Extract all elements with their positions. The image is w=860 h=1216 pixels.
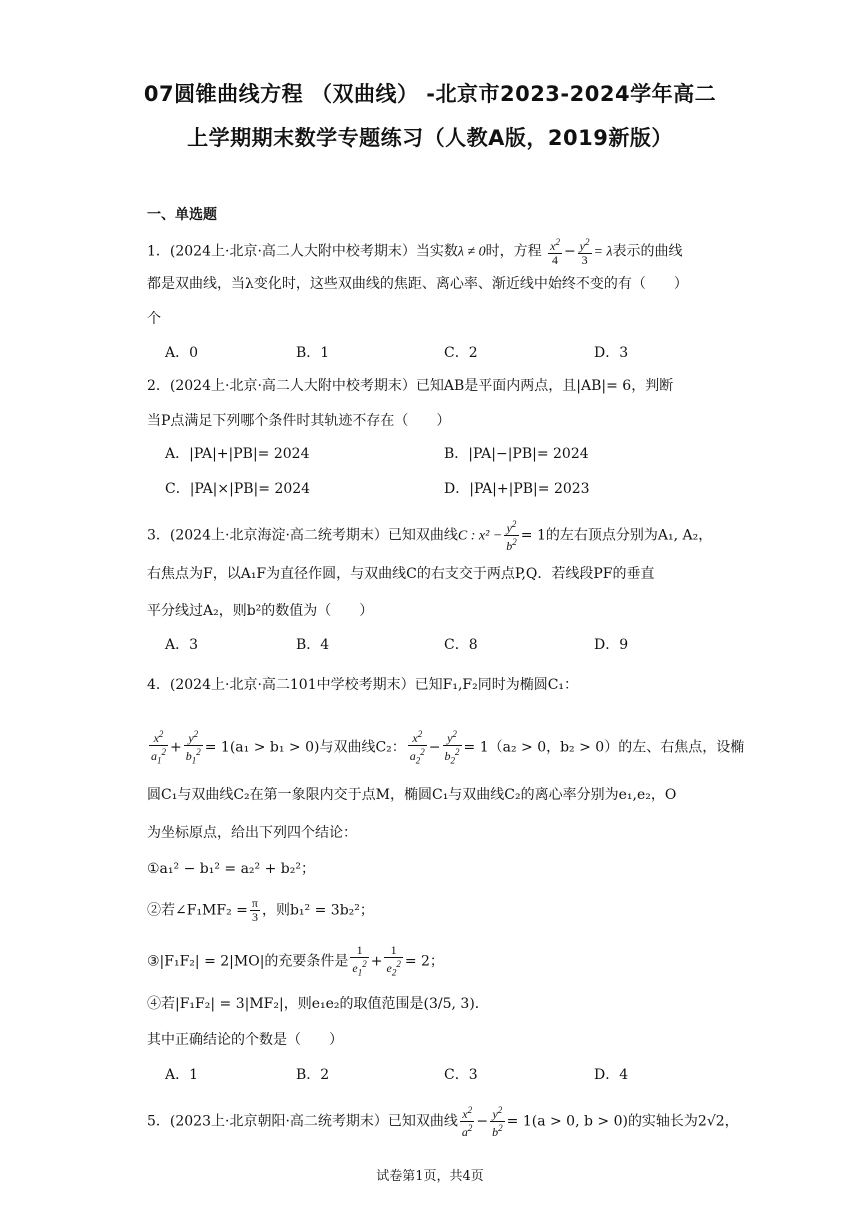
q3-option-a: A．3: [165, 637, 199, 653]
q2-option-b: B．|PA|−|PB|= 2024: [444, 446, 589, 462]
q1-mid: 时，方程: [485, 243, 542, 260]
q4-c3-b: = 2；: [404, 953, 444, 970]
q5-frac-y: $\frac{y^2}{b^2}$: [492, 1105, 503, 1139]
q4-line2-a: = 1(a₁ > b₁ > 0)与双曲线C₂：: [204, 739, 406, 756]
q4-option-c: C．3: [444, 1067, 478, 1083]
q5-prefix: 5．(2023上·北京朝阳·高二统考期末）已知双曲线: [147, 1113, 458, 1130]
q4-conclusion-3: ③|F₁F₂| = 2|MO|的充要条件是 $\frac{1}{e_1^2}$ + $\frac{1}{e_2^2}$ = 2；: [147, 943, 444, 978]
q4-conclusion-1: ①a₁² − b₁² = a₂² + b₂²；: [147, 861, 315, 877]
q4-line3: 圆C₁与双曲线C₂在第一象限内交于点M，椭圆C₁与双曲线C₂的离心率分别为e₁,e₂，O: [147, 787, 677, 803]
q4-option-b: B．2: [296, 1067, 330, 1083]
q4-c2-b: ，则b₁² = 3b₂²；: [261, 902, 374, 919]
q3-option-b: B．4: [296, 637, 330, 653]
q4-line1: 4．(2024上·北京·高二101中学校考期末）已知F₁,F₂同时为椭圆C₁：: [147, 677, 579, 693]
q5-suffix: = 1(a > 0, b > 0)的实轴长为2√2，: [506, 1113, 739, 1130]
q4-option-a: A．1: [165, 1067, 199, 1083]
q1-prefix: 1．(2024上·北京·高二人大附中校考期末）当实数: [147, 243, 458, 260]
q3-line3: 平分线过A₂，则b²的数值为（ ）: [147, 603, 374, 619]
q5-frac-x: $\frac{x^2}{a^2}$: [461, 1105, 473, 1139]
q4-option-d: D．4: [594, 1067, 629, 1083]
q4-line2-b: = 1（a₂ > 0，b₂ > 0）的左、右焦点，设椭: [463, 739, 745, 756]
q1-line2: 都是双曲线，当λ变化时，这些双曲线的焦距、离心率、渐近线中始终不变的有（ ）: [147, 276, 688, 292]
q2-line2: 当P点满足下列哪个条件时其轨迹不存在（ ）: [147, 413, 451, 429]
section-heading: 一、单选题: [147, 207, 217, 223]
q4-c3-a: ③|F₁F₂| = 2|MO|的充要条件是: [147, 953, 349, 970]
q1-option-d: D．3: [594, 345, 629, 361]
q4-frac-y2: $\frac{y^2}{b_2^2}$: [444, 729, 460, 766]
q1-line3: 个: [147, 311, 161, 327]
q2-option-a: A．|PA|+|PB|= 2024: [165, 446, 310, 462]
q3-option-d: D．9: [594, 637, 629, 653]
q5-line1: 5．(2023上·北京朝阳·高二统考期末）已知双曲线 $\frac{x^2}{a^2}$ − $\frac{y^2}{b^2}$ = 1(a > 0, b > 0)的实轴长为2√2，: [147, 1105, 739, 1139]
q1-option-c: C．2: [444, 345, 478, 361]
q3-frac: $\frac{y^2}{b^2}$: [506, 519, 517, 553]
q4-frac-x2: $\frac{x^2}{a_2^2}$: [409, 729, 425, 766]
q3-line2: 右焦点为F，以A₁F为直径作圆，与双曲线C的右支交于两点P,Q．若线段PF的垂直: [147, 566, 655, 582]
q3-option-c: C．8: [444, 637, 478, 653]
q4-question: 其中正确结论的个数是（ ）: [147, 1032, 343, 1048]
q1-option-b: B．1: [296, 345, 330, 361]
q2-option-d: D．|PA|+|PB|= 2023: [444, 481, 590, 497]
q4-frac-e2: $\frac{1}{e_2^2}$: [386, 943, 401, 978]
q1-frac-x: $\frac{x^2}{4}$: [550, 237, 560, 267]
q4-c2-a: ②若∠F₁MF₂ =: [147, 902, 248, 919]
document-title-line2: 上学期期末数学专题练习（人教A版，2019新版）: [187, 126, 673, 150]
q1-suffix: 表示的曲线: [612, 243, 683, 260]
q2-line1: 2．(2024上·北京·高二人大附中校考期末）已知AB是平面内两点，且|AB|= 6，判断: [147, 378, 674, 394]
q4-line4: 为坐标原点，给出下列四个结论：: [147, 825, 357, 841]
q4-conclusion-2: [147, 897, 374, 924]
q4-line2: $\frac{x^2}{a_1^2}$ + $\frac{y^2}{b_1^2}$ = 1(a₁ > b₁ > 0)与双曲线C₂： $\frac{x^2}{a_2^2}$ − $\frac{y^2}{b_2^2}$ = 1（a₂ > 0，b₂ > 0）的左、右焦点，设椭: [151, 729, 745, 766]
q3-prefix: 3．(2024上·北京海淀·高二统考期末）已知双曲线: [147, 527, 458, 544]
q4-frac-e1: $\frac{1}{e_1^2}$: [352, 943, 367, 978]
q1-eq-tail: = λ: [593, 244, 613, 260]
q4-frac-x1: $\frac{x^2}{a_1^2}$: [151, 729, 166, 766]
q1-line1: 1．(2024上·北京·高二人大附中校考期末）当实数λ ≠ 0时，方程 $\frac{x^2}{4}$ − $\frac{y^2}{3}$ = λ表示的曲线: [147, 237, 683, 267]
page-footer: 试卷第1页，共4页: [376, 1169, 484, 1184]
q4-frac-y1: $\frac{y^2}{b_1^2}$: [185, 729, 201, 766]
q3-line1: [147, 518, 712, 553]
q1-option-a: A．0: [165, 345, 199, 361]
document-title-line1: 07圆锥曲线方程 （双曲线） -北京市2023-2024学年高二: [143, 82, 717, 106]
q1-frac-y: $\frac{y^2}{3}$: [579, 237, 590, 267]
q4-frac-pi3: $\frac{\pi}{3}$: [251, 896, 258, 924]
q1-condition: λ ≠ 0: [457, 244, 486, 260]
q3-suffix: = 1的左右顶点分别为A₁, A₂，: [520, 527, 713, 544]
q3-curve: C : x² −: [457, 528, 503, 544]
q2-option-c: C．|PA|×|PB|= 2024: [165, 481, 311, 497]
q4-conclusion-4: ④若|F₁F₂| = 3|MF₂|，则e₁e₂的取值范围是(3/5, 3)．: [147, 996, 489, 1012]
